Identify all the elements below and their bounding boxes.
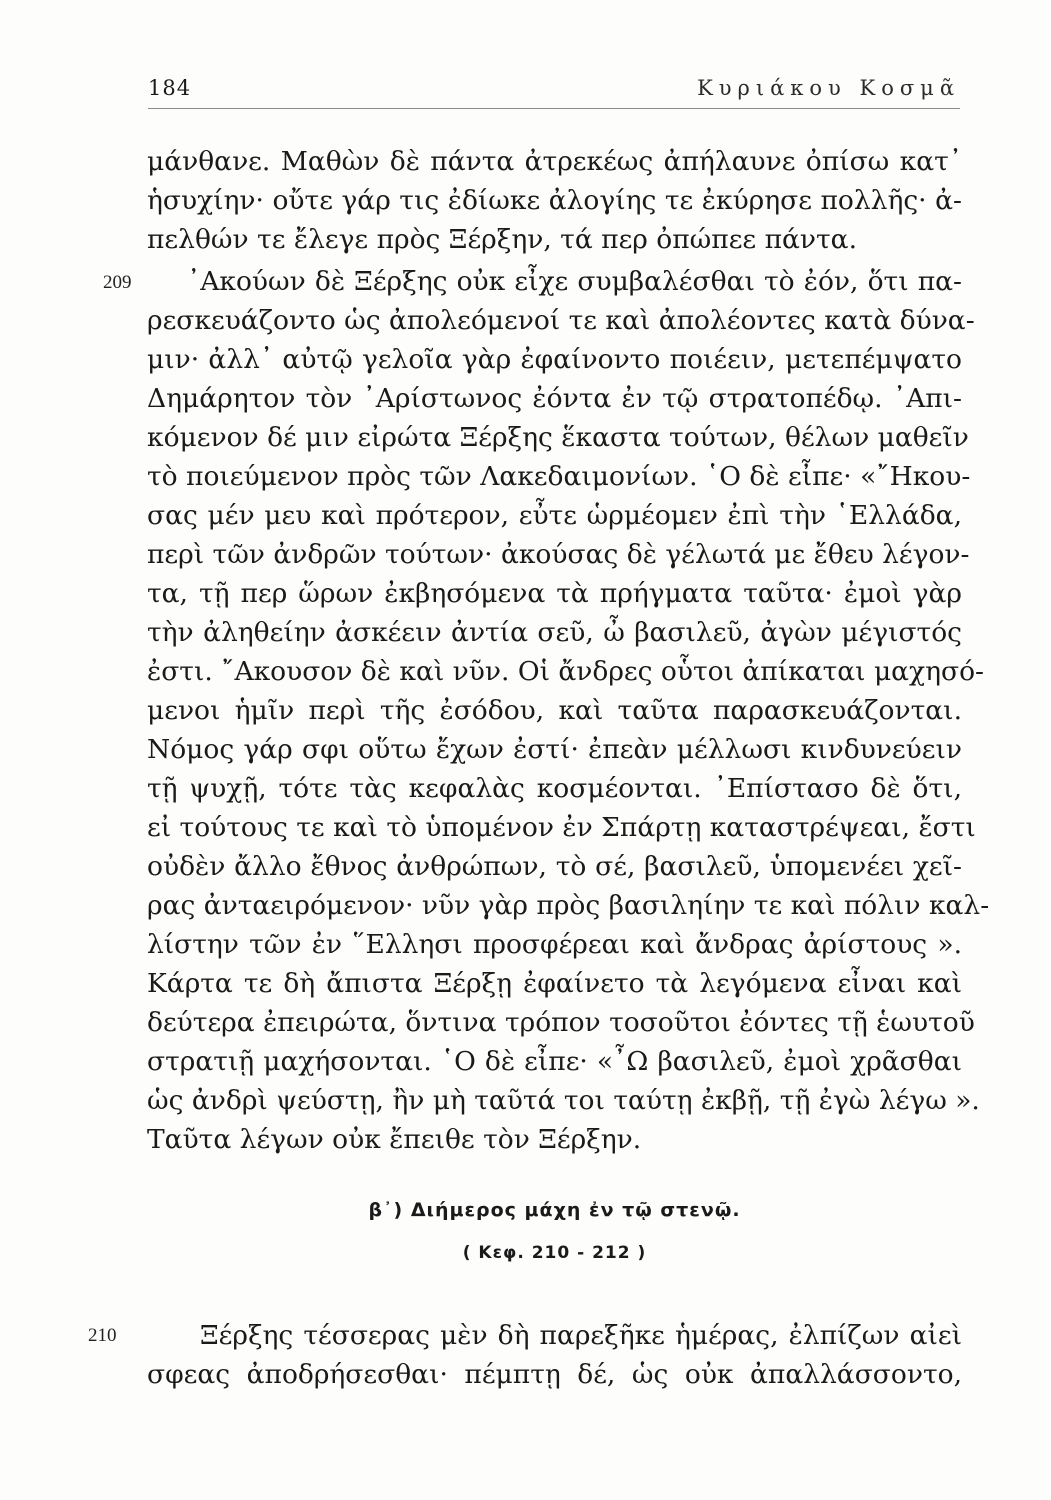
text-line: εἰ τούτους τε καὶ τὸ ὑπομένον ἐν Σπάρτῃ καταστρέψεαι, ἔστι <box>147 812 976 843</box>
text-line: Κάρτα τε δὴ ἄπιστα Ξέρξῃ ἐφαίνετο τὰ λεγόμενα εἶναι καὶ <box>147 968 962 999</box>
text-line: δεύτερα ἐπειρώτα, ὅντινα τρόπον τοσοῦτοι ἐόντες τῇ ἑωυτοῦ <box>147 1007 975 1038</box>
text-line: ρεσκευάζοντο ὡς ἀπολεόμενοί τε καὶ ἀπολέοντες κατὰ δύνα- <box>147 305 975 336</box>
text-line: περὶ τῶν ἀνδρῶν τούτων· ἀκούσας δὲ γέλωτά με ἔθευ λέγον- <box>147 539 970 570</box>
text-line: ἐστι. ῎Ακουσον δὲ καὶ νῦν. Οἱ ἄνδρες οὗτοι ἀπίκαται μαχησό- <box>147 656 984 687</box>
page-number: 184 <box>148 76 192 100</box>
header-rule <box>148 108 960 109</box>
text-line: ἡσυχίην· οὔτε γάρ τις ἐδίωκε ἀλογίης τε ἐκύρησε πολλῆς· ἀ- <box>147 185 962 216</box>
text-line: Δημάρητον τὸν ᾽Αρίστωνος ἐόντα ἐν τῷ στρατοπέδῳ. ᾽Απι- <box>147 383 962 414</box>
section-number-210: 210 <box>88 1325 117 1346</box>
text-line: πελθών τε ἔλεγε πρὸς Ξέρξην, τά περ ὀπώπεε πάντα. <box>147 224 857 255</box>
text-line: λίστην τῶν ἐν ῞Ελλησι προσφέρεαι καὶ ἄνδρας ἀρίστους ». <box>147 929 962 960</box>
text-line: τὸ ποιεύμενον πρὸς τῶν Λακεδαιμονίων. ῾Ο δὲ εἶπε· «῎Ηκου- <box>147 461 971 492</box>
text-line: μάνθανε. Μαθὼν δὲ πάντα ἀτρεκέως ἀπήλαυνε ὀπίσω κατ᾽ <box>147 146 962 177</box>
text-line: ὡς ἀνδρὶ ψεύστῃ, ἢν μὴ ταῦτά τοι ταύτῃ ἐκβῇ, τῇ ἐγὼ λέγω ». <box>147 1085 980 1116</box>
text-line: τῇ ψυχῇ, τότε τὰς κεφαλὰς κοσμέονται. ᾽Επίστασο δὲ ὅτι, <box>147 773 962 804</box>
text-line: Ξέρξης τέσσερας μὲν δὴ παρεξῆκε ἡμέρας, ἐλπίζων αἰεὶ <box>200 1320 962 1351</box>
text-line: σας μέν μευ καὶ πρότερον, εὖτε ὡρμέομεν ἐπὶ τὴν ῾Ελλάδα, <box>147 500 962 531</box>
text-line: Νόμος γάρ σφι οὕτω ἔχων ἐστί· ἐπεὰν μέλλωσι κινδυνεύειν <box>147 734 962 765</box>
text-line: Ταῦτα λέγων οὐκ ἔπειθε τὸν Ξέρξην. <box>147 1124 642 1155</box>
text-line: μιν· ἀλλ᾽ αὐτῷ γελοῖα γὰρ ἐφαίνοντο ποιέειν, μετεπέμψατο <box>147 344 962 375</box>
text-line: στρατιῇ μαχήσονται. ῾Ο δὲ εἶπε· «῏Ω βασιλεῦ, ἐμοὶ χρᾶσθαι <box>147 1046 962 1077</box>
chapter-reference: ( Κεφ. 210 - 212 ) <box>462 1243 647 1263</box>
running-header <box>148 72 960 108</box>
text-line: τὴν ἀληθείην ἀσκέειν ἀντία σεῦ, ὦ βασιλεῦ, ἀγὼν μέγιστός <box>147 617 962 648</box>
running-title: Κυριάκου Κοσμᾶ <box>697 76 960 100</box>
text-line: κόμενον δέ μιν εἰρώτα Ξέρξης ἕκαστα τούτων, θέλων μαθεῖν <box>147 422 969 453</box>
text-line: μενοι ἡμῖν περὶ τῆς ἐσόδου, καὶ ταῦτα παρασκευάζονται. <box>147 695 962 726</box>
text-line: τα, τῇ περ ὥρων ἐκβησόμενα τὰ πρήγματα ταῦτα· ἐμοὶ γὰρ <box>147 578 962 609</box>
text-line: ᾽Ακούων δὲ Ξέρξης οὐκ εἶχε συμβαλέσθαι τὸ ἐόν, ὅτι πα- <box>187 266 962 297</box>
text-line: ρας ἀνταειρόμενον· νῦν γὰρ πρὸς βασιληίην τε καὶ πόλιν καλ- <box>147 890 990 921</box>
section-number-209: 209 <box>103 272 132 293</box>
section-heading: β᾽) Διήμερος μάχη ἐν τῷ στενῷ. <box>368 1199 741 1221</box>
text-line: σφεας ἀποδρήσεσθαι· πέμπτῃ δέ, ὡς οὐκ ἀπαλλάσσοντο, <box>147 1359 962 1390</box>
text-line: οὐδὲν ἄλλο ἔθνος ἀνθρώπων, τὸ σέ, βασιλεῦ, ὑπομενέει χεῖ- <box>147 851 962 882</box>
